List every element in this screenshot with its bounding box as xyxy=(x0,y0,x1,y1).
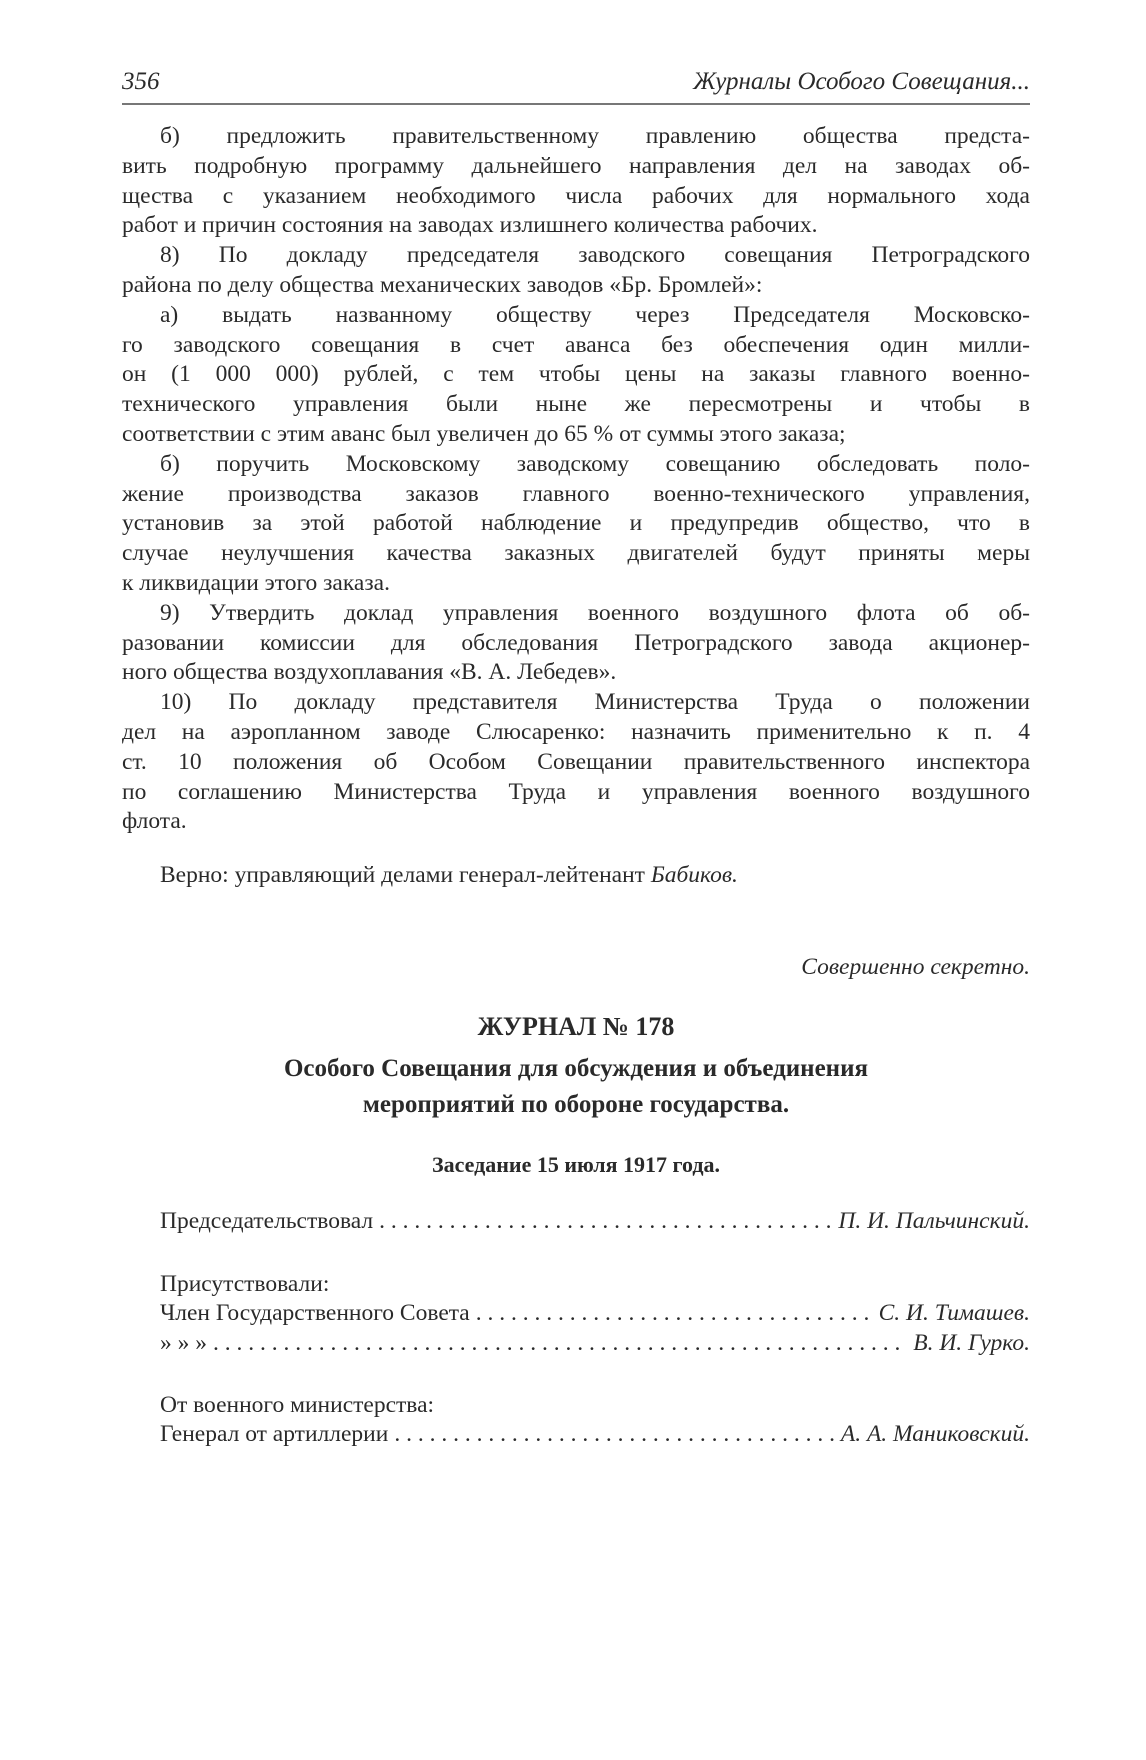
paragraph-line: установив за этой работой наблюдение и предупредив общество, что в xyxy=(122,510,1030,537)
dot-leader xyxy=(379,1208,832,1235)
paragraph-line: 8) По докладу председателя заводского совещания Петроградского xyxy=(160,242,1030,269)
member-name: С. И. Тимашев. xyxy=(878,1300,1030,1326)
paragraph-line: района по делу общества механических заводов «Бр. Бромлей»: xyxy=(122,271,763,298)
paragraph-line: б) предложить правительственному правлению общества предста- xyxy=(160,123,1030,149)
present-label: Присутствовали: xyxy=(160,1271,330,1297)
header-rule xyxy=(122,103,1030,105)
member-row xyxy=(160,1300,1030,1327)
paragraph-line: б) поручить Московскому заводскому совещанию обследовать поло- xyxy=(160,450,1030,477)
paragraph-line: ст. 10 положения об Особом Совещании правительственного инспектора xyxy=(122,748,1030,775)
paragraph-line: разовании комиссии для обследования Петроградского завода акционер- xyxy=(122,629,1030,656)
paragraph-line: жение производства заказов главного военно-технического управления, xyxy=(122,480,1030,507)
paragraph-line: он (1 000 000) рублей, с тем чтобы цены на заказы главного военно- xyxy=(122,361,1030,388)
verification-signatory: Бабиков. xyxy=(650,862,738,888)
paragraph-line: го заводского совещания в счет аванса без обеспечения один милли- xyxy=(122,331,1030,358)
member-name: В. И. Гурко. xyxy=(913,1330,1030,1356)
member-name: А. А. Маниковский. xyxy=(840,1421,1030,1447)
page-number: 356 xyxy=(122,68,160,95)
chair-label: Председательствовал xyxy=(160,1208,374,1234)
verification-line xyxy=(160,862,738,889)
dot-leader xyxy=(476,1300,873,1327)
paragraph-line: дел на аэропланном заводе Слюсаренко: назначить применительно к п. 4 xyxy=(122,718,1030,745)
paragraph-line: 10) По докладу представителя Министерства Труда о положении xyxy=(160,689,1030,716)
chair-name: П. И. Пальчинский. xyxy=(838,1208,1030,1234)
body-text xyxy=(122,122,1030,837)
journal-title-line-1: Особого Совещания для обсуждения и объединения xyxy=(283,1055,868,1082)
dot-leader xyxy=(394,1421,835,1448)
ministry-label: От военного министерства: xyxy=(160,1392,435,1418)
ministry-member-row xyxy=(160,1421,1030,1448)
paragraph-line: работ и причин состояния на заводах излишнего количества рабочих. xyxy=(122,212,818,239)
paragraph-line: по соглашению Министерства Труда и управления военного воздушного xyxy=(122,778,1030,805)
member-role: » » » xyxy=(160,1330,207,1356)
paragraph-line: а) выдать названному обществу через Председателя Московско- xyxy=(160,301,1030,328)
verification-text: Верно: управляющий делами генерал-лейтенант xyxy=(160,862,651,888)
classification-mark: Совершенно секретно. xyxy=(801,954,1030,980)
paragraph-line: 9) Утвердить доклад управления военного воздушного флота об об- xyxy=(160,599,1030,626)
member-row xyxy=(160,1330,1030,1357)
paragraph-line: ного общества воздухоплавания «В. А. Лебедев». xyxy=(122,659,617,686)
dot-leader xyxy=(213,1330,907,1357)
chair-row xyxy=(160,1208,1030,1235)
paragraph-line: к ликвидации этого заказа. xyxy=(122,569,390,596)
paragraph-line: соответствии с этим аванс был увеличен до 65 % от суммы этого заказа; xyxy=(122,420,846,447)
member-role: Член Государственного Совета xyxy=(160,1300,470,1326)
journal-number: ЖУРНАЛ № 178 xyxy=(477,1012,675,1041)
member-role: Генерал от артиллерии xyxy=(160,1421,389,1447)
page-header xyxy=(122,68,1030,102)
running-title: Журналы Особого Совещания... xyxy=(693,68,1030,95)
journal-title-line-2: мероприятий по обороне государства. xyxy=(362,1091,790,1118)
paragraph-line: вить подробную программу дальнейшего направления дел на заводах об- xyxy=(122,152,1030,179)
paragraph-line: щества с указанием необходимого числа рабочих для нормального хода xyxy=(122,182,1030,209)
paragraph-line: технического управления были ныне же пересмотрены и чтобы в xyxy=(122,391,1030,418)
session-date: Заседание 15 июля 1917 года. xyxy=(432,1152,720,1177)
paragraph-line: случае неулучшения качества заказных двигателей будут приняты меры xyxy=(122,540,1030,567)
paragraph-line: флота. xyxy=(122,808,187,835)
